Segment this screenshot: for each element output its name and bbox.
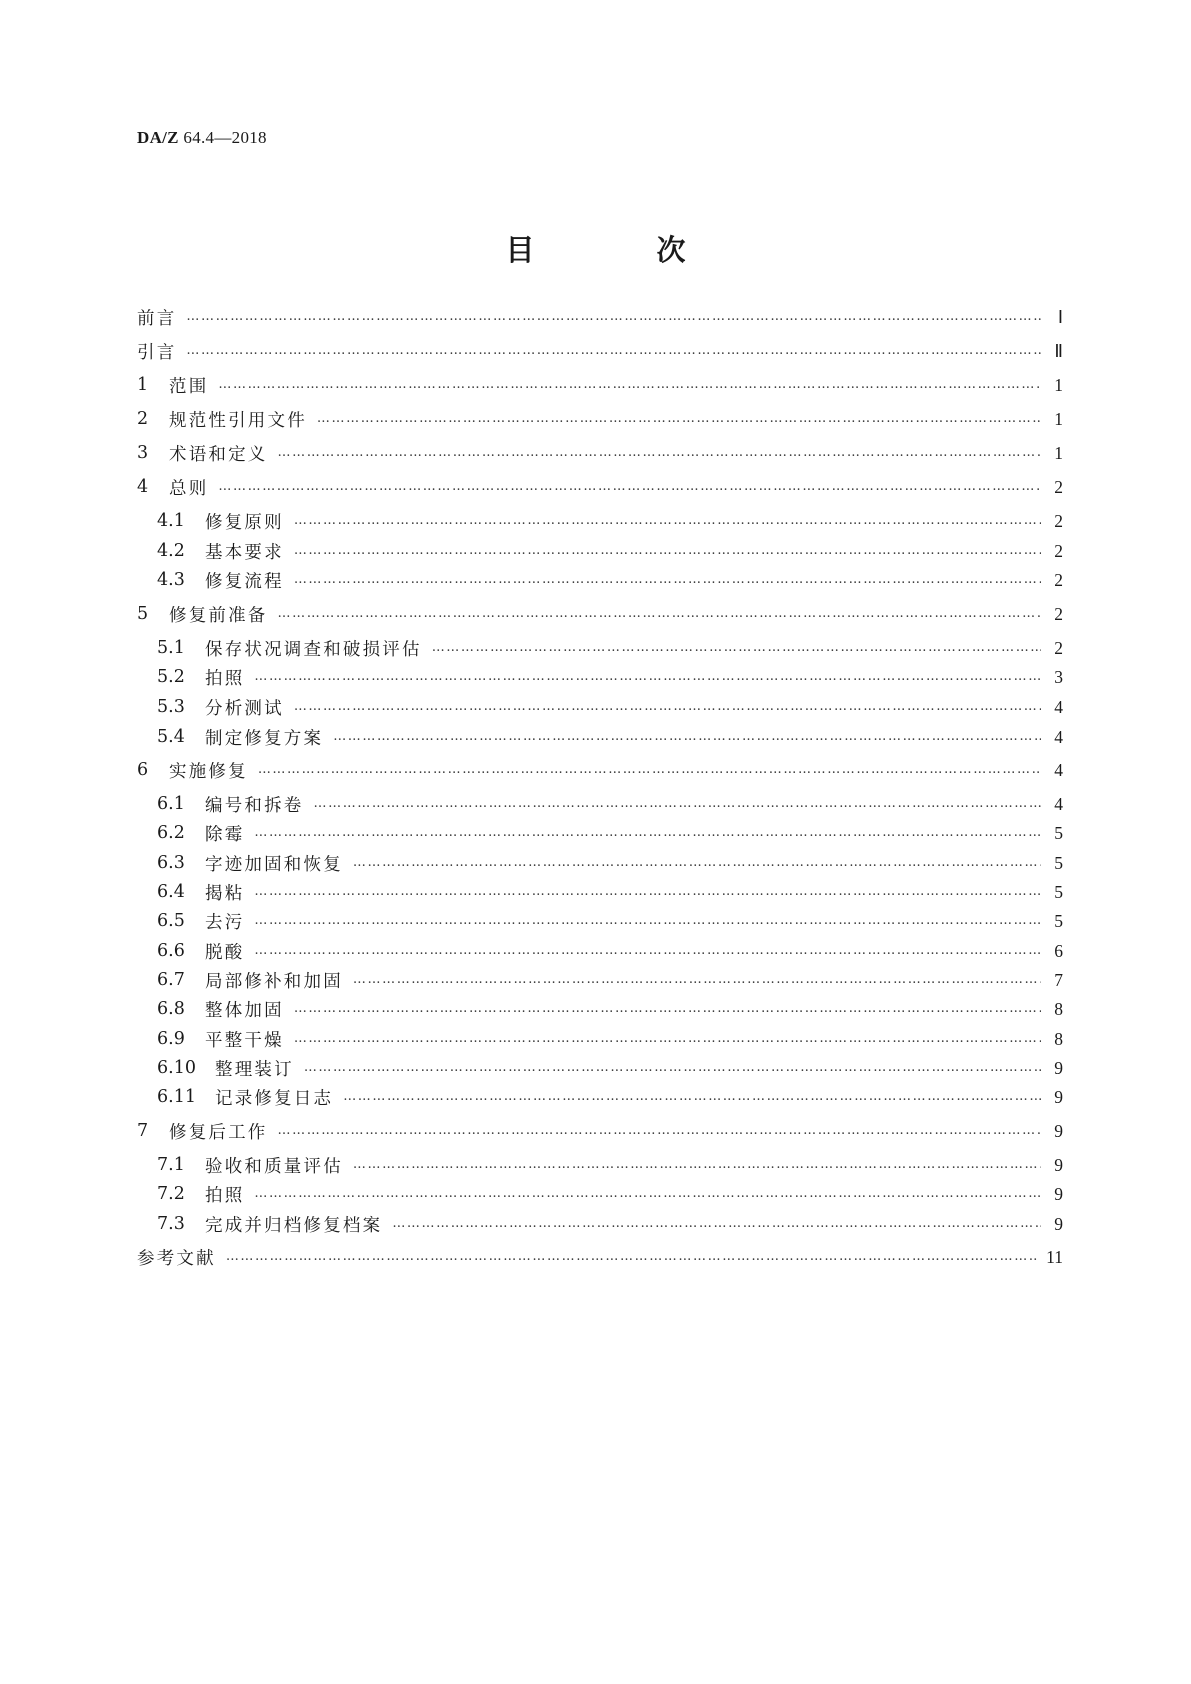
toc-entry-label: 保存状况调查和破损评估	[205, 639, 422, 660]
toc-leader-dots	[254, 820, 1041, 846]
toc-entry-number: 4.2	[157, 541, 185, 561]
toc-entry-label: 基本要求	[205, 542, 284, 563]
toc-leader-dots	[294, 538, 1041, 564]
toc-entry[interactable]	[137, 757, 1063, 783]
toc-entry-page: 5	[1054, 881, 1063, 902]
toc-entry[interactable]	[157, 820, 1063, 846]
toc-entry[interactable]	[137, 338, 1063, 364]
toc-entry-page: 1	[1054, 408, 1063, 429]
toc-entry-label: 引言	[137, 342, 177, 363]
toc-leader-dots	[317, 406, 1041, 432]
toc-entry-label: 整体加固	[205, 1000, 284, 1021]
toc-entry[interactable]	[157, 908, 1063, 934]
toc-leader-dots	[294, 1026, 1041, 1052]
toc-entry-label: 修复原则	[205, 512, 284, 533]
toc-entry[interactable]	[157, 664, 1063, 690]
toc-entry[interactable]	[137, 474, 1063, 500]
toc-leader-dots	[278, 440, 1042, 466]
toc-entry-number: 1	[137, 375, 149, 395]
toc-entry-number: 6.3	[157, 853, 185, 873]
toc-entry[interactable]	[157, 1211, 1063, 1237]
toc-leader-dots	[343, 1084, 1041, 1110]
toc-entry-label: 修复流程	[205, 571, 284, 592]
toc-entry-page: 9	[1054, 1213, 1063, 1234]
toc-entry-page: 6	[1054, 940, 1063, 961]
toc-entry-page: 4	[1054, 793, 1063, 814]
toc-entry-number: 7.1	[157, 1155, 185, 1175]
toc-entry-label: 前言	[137, 308, 177, 329]
toc-entry-number: 6.2	[157, 823, 185, 843]
toc-entry[interactable]	[157, 508, 1063, 534]
toc-entry[interactable]	[157, 567, 1063, 593]
toc-entry-label: 局部修补和加固	[205, 971, 343, 992]
toc-entry[interactable]	[157, 1181, 1063, 1207]
toc-entry-number: 6	[137, 760, 149, 780]
toc-entry[interactable]	[157, 1055, 1063, 1081]
toc-entry-number: 6.5	[157, 911, 185, 931]
toc-entry[interactable]	[157, 879, 1063, 905]
toc-entry-page: 5	[1054, 910, 1063, 931]
toc-leader-dots	[278, 1118, 1042, 1144]
toc-entry[interactable]	[157, 967, 1063, 993]
toc-entry-page: 2	[1054, 510, 1063, 531]
standard-code	[137, 128, 267, 148]
toc-entry-label: 拍照	[205, 1185, 245, 1206]
toc-entry-number: 5.1	[157, 638, 185, 658]
toc-entry-label: 除霉	[205, 824, 245, 845]
toc-entry[interactable]	[157, 635, 1063, 661]
toc-leader-dots	[218, 474, 1041, 500]
toc-entry[interactable]	[157, 1084, 1063, 1110]
toc-leader-dots	[258, 757, 1041, 783]
toc-entry-label: 完成并归档修复档案	[205, 1215, 383, 1236]
toc-entry-number: 6.10	[157, 1058, 196, 1078]
toc-entry-label: 修复后工作	[169, 1122, 268, 1143]
toc-entry-label: 平整干燥	[205, 1030, 284, 1051]
toc-leader-dots	[218, 372, 1041, 398]
toc-leader-dots	[226, 1244, 1038, 1270]
toc-entry-number: 4.3	[157, 570, 185, 590]
toc-entry-page: 9	[1054, 1057, 1063, 1078]
toc-entry-page: 4	[1054, 759, 1063, 780]
toc-leader-dots	[254, 938, 1041, 964]
toc-entry-label: 验收和质量评估	[205, 1156, 343, 1177]
toc-entry-number: 6.11	[157, 1087, 196, 1107]
toc-entry[interactable]	[157, 850, 1063, 876]
toc-entry-page: 4	[1054, 696, 1063, 717]
toc-entry-label: 术语和定义	[169, 444, 268, 465]
toc-entry-number: 2	[137, 409, 149, 429]
page-title: 目 次	[505, 233, 742, 267]
toc-entry-page: 2	[1054, 569, 1063, 590]
toc-entry-label: 揭粘	[205, 883, 245, 904]
toc-entry-number: 5	[137, 604, 149, 624]
toc-entry[interactable]	[157, 996, 1063, 1022]
toc-entry-label: 参考文献	[137, 1248, 216, 1269]
toc-entry-number: 6.4	[157, 882, 185, 902]
toc-leader-dots	[254, 664, 1041, 690]
toc-entry-page: Ⅱ	[1054, 340, 1063, 361]
toc-entry-label: 字迹加固和恢复	[205, 854, 343, 875]
toc-entry[interactable]	[157, 694, 1063, 720]
toc-entry-number: 6.6	[157, 941, 185, 961]
toc-entry-page: 2	[1054, 476, 1063, 497]
toc-leader-dots	[304, 1055, 1041, 1081]
toc-entry-label: 脱酸	[205, 942, 245, 963]
toc-entry[interactable]	[157, 938, 1063, 964]
toc-leader-dots	[254, 879, 1041, 905]
toc-entry[interactable]	[137, 304, 1063, 330]
toc-leader-dots	[186, 338, 1041, 364]
toc-leader-dots	[254, 1181, 1041, 1207]
toc-entry[interactable]	[137, 1118, 1063, 1144]
toc-entry-label: 编号和拆卷	[205, 795, 304, 816]
toc-entry-number: 7	[137, 1121, 149, 1141]
toc-leader-dots	[353, 1152, 1041, 1178]
toc-leader-dots	[186, 304, 1041, 330]
toc-entry[interactable]	[157, 724, 1063, 750]
toc-entry-number: 6.8	[157, 999, 185, 1019]
toc-entry-number: 7.2	[157, 1184, 185, 1204]
toc-entry-number: 6.7	[157, 970, 185, 990]
toc-entry-page: 9	[1054, 1154, 1063, 1175]
toc-leader-dots	[254, 908, 1041, 934]
toc-leader-dots	[353, 967, 1041, 993]
toc-leader-dots	[333, 724, 1041, 750]
toc-entry[interactable]	[157, 538, 1063, 564]
toc-leader-dots	[294, 694, 1041, 720]
toc-entry-page: 1	[1054, 442, 1063, 463]
toc-entry-number: 5.2	[157, 667, 185, 687]
toc-entry-label: 分析测试	[205, 698, 284, 719]
toc-entry-page: 11	[1046, 1246, 1063, 1267]
toc-entry-number: 5.4	[157, 727, 185, 747]
toc-entry-page: 4	[1054, 726, 1063, 747]
toc-entry-label: 制定修复方案	[205, 728, 324, 749]
standard-prefix: DA/Z	[137, 128, 179, 147]
toc-entry-label: 修复前准备	[169, 605, 268, 626]
toc-entry[interactable]	[157, 791, 1063, 817]
toc-entry-label: 记录修复日志	[215, 1088, 334, 1109]
toc-leader-dots	[314, 791, 1042, 817]
toc-entry-page: 5	[1054, 822, 1063, 843]
toc-leader-dots	[278, 601, 1042, 627]
toc-leader-dots	[294, 996, 1041, 1022]
toc-entry-page: 8	[1054, 1028, 1063, 1049]
toc-entry-label: 拍照	[205, 668, 245, 689]
toc-entry[interactable]	[137, 601, 1063, 627]
toc-leader-dots	[294, 567, 1041, 593]
toc-entry-page: 2	[1054, 603, 1063, 624]
toc-leader-dots	[353, 850, 1041, 876]
toc-entry[interactable]	[157, 1152, 1063, 1178]
toc-entry-label: 去污	[205, 912, 245, 933]
toc-entry-number: 5.3	[157, 697, 185, 717]
standard-number: 64.4—2018	[183, 128, 267, 147]
toc-entry-page: 9	[1054, 1120, 1063, 1141]
toc-leader-dots	[294, 508, 1041, 534]
toc-entry-page: 2	[1054, 637, 1063, 658]
toc-entry-page: 7	[1054, 969, 1063, 990]
toc-entry-number: 6.9	[157, 1029, 185, 1049]
toc-entry-label: 范围	[169, 376, 209, 397]
toc-entry-label: 整理装订	[215, 1059, 294, 1080]
toc-leader-dots	[392, 1211, 1041, 1237]
toc-entry-number: 4.1	[157, 511, 185, 531]
toc-leader-dots	[432, 635, 1041, 661]
toc-entry[interactable]	[157, 1026, 1063, 1052]
toc-entry-page: Ⅰ	[1057, 306, 1063, 327]
toc-entry-page: 9	[1054, 1086, 1063, 1107]
toc-entry-number: 4	[137, 477, 149, 497]
toc-entry-number: 7.3	[157, 1214, 185, 1234]
toc-entry-page: 5	[1054, 852, 1063, 873]
toc-entry-label: 总则	[169, 478, 209, 499]
toc-entry[interactable]	[137, 440, 1063, 466]
toc-entry-page: 8	[1054, 998, 1063, 1019]
toc-entry-number: 3	[137, 443, 149, 463]
toc-entry[interactable]	[137, 372, 1063, 398]
toc-entry-label: 规范性引用文件	[169, 410, 307, 431]
toc-entry-label: 实施修复	[169, 761, 248, 782]
toc-entry-page: 3	[1054, 666, 1063, 687]
toc-entry-page: 1	[1054, 374, 1063, 395]
toc-entry-page: 2	[1054, 540, 1063, 561]
toc-entry-page: 9	[1054, 1183, 1063, 1204]
toc-entry-number: 6.1	[157, 794, 185, 814]
toc-entry[interactable]	[137, 406, 1063, 432]
toc-entry[interactable]	[137, 1244, 1063, 1270]
